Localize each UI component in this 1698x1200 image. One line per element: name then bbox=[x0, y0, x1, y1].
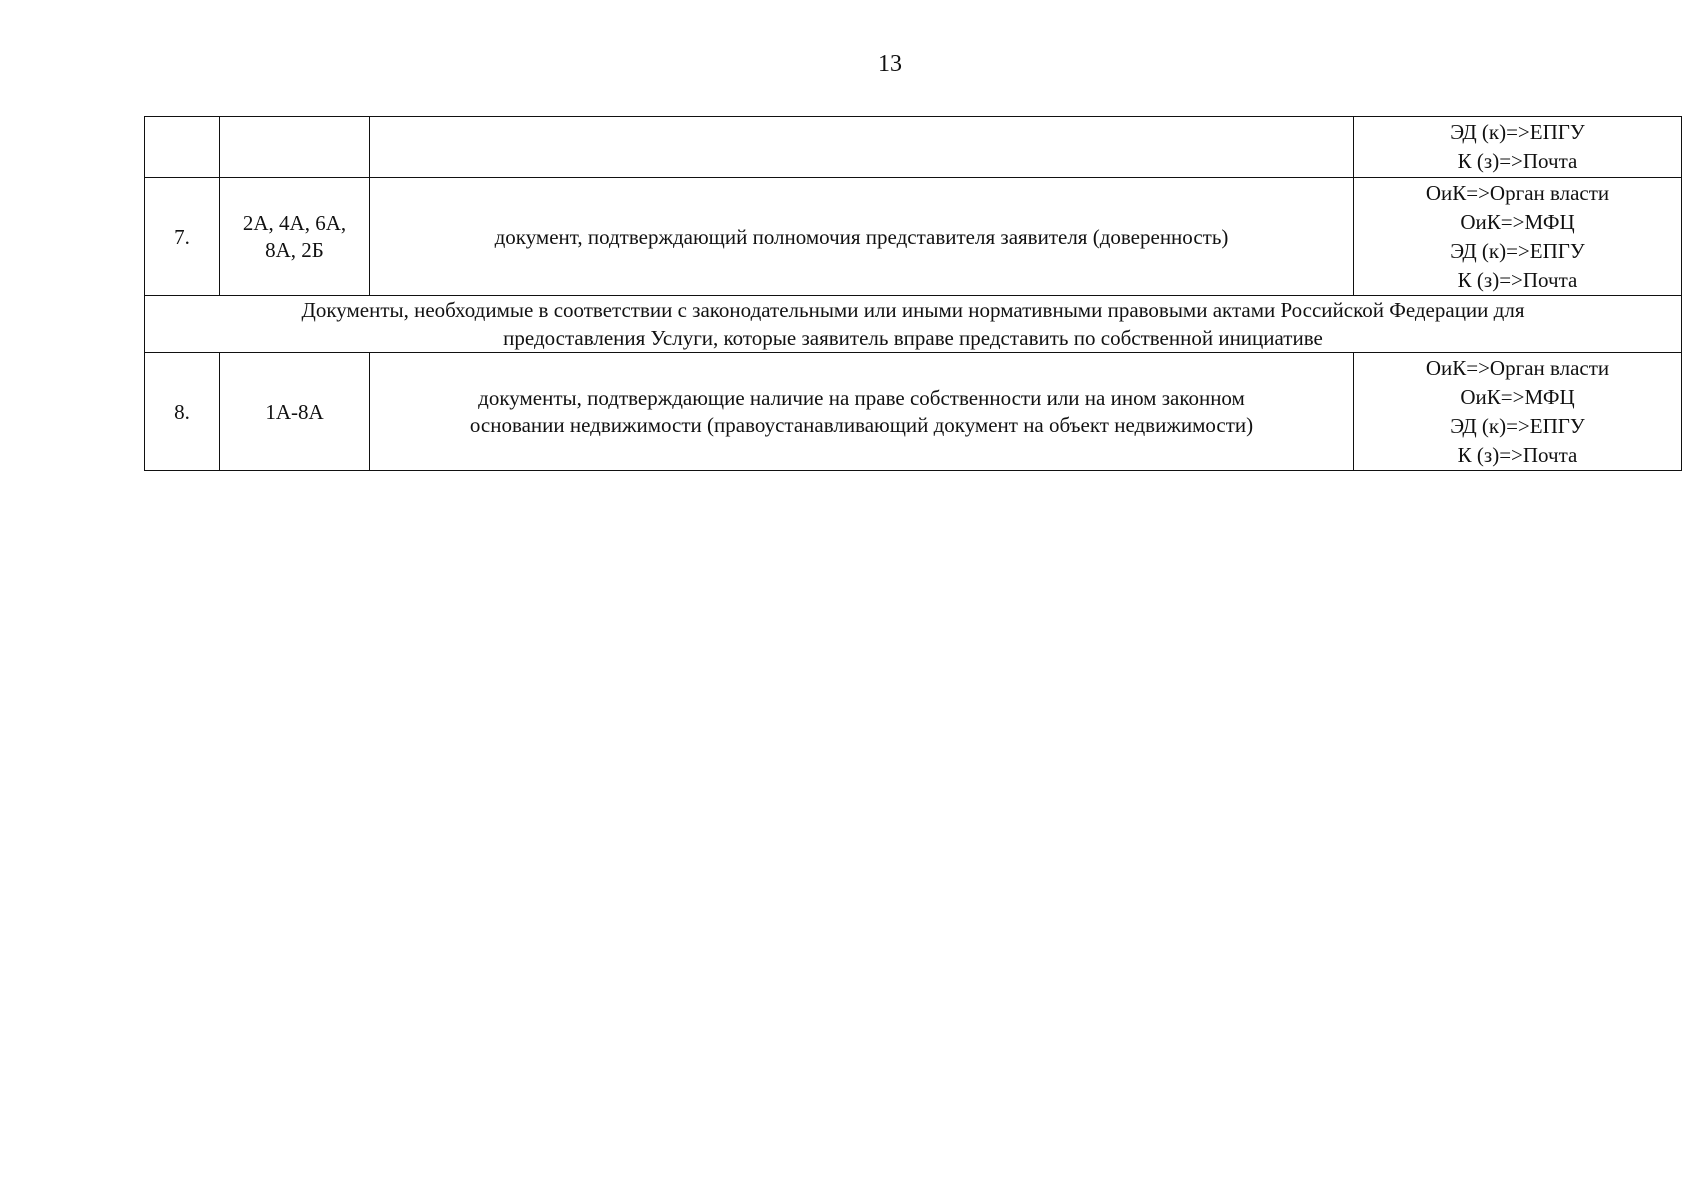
table-row bbox=[145, 117, 1682, 178]
submission-channels-cell bbox=[1354, 117, 1682, 178]
channel-line: К (з)=>Почта bbox=[1457, 267, 1578, 292]
channel-line: ОиК=>Орган власти bbox=[1425, 180, 1610, 205]
description-line: основании недвижимости (правоустанавливающий документ на объект недвижимости) bbox=[469, 412, 1254, 437]
row-number-cell: 8. bbox=[145, 353, 220, 471]
document-description-cell: документ, подтверждающий полномочия представителя заявителя (доверенность) bbox=[370, 178, 1354, 296]
channel-line: К (з)=>Почта bbox=[1457, 149, 1578, 173]
table-row bbox=[145, 353, 1682, 471]
document-description-cell bbox=[370, 117, 1354, 178]
description-line: документы, подтверждающие наличие на праве собственности или на ином законном bbox=[478, 385, 1245, 410]
channel-line: ОиК=>МФЦ bbox=[1460, 384, 1575, 409]
section-header-line: предоставления Услуги, которые заявитель вправе представить по собственной инициативе bbox=[503, 326, 1323, 350]
row-number-cell bbox=[145, 117, 220, 178]
documents-table bbox=[144, 116, 1682, 471]
submission-channels-cell bbox=[1354, 178, 1682, 296]
channel-line: ЭД (к)=>ЕПГУ bbox=[1450, 120, 1585, 144]
channel-line: ОиК=>Орган власти bbox=[1425, 355, 1610, 380]
applicant-codes-cell bbox=[220, 117, 370, 178]
row-number-cell: 7. bbox=[145, 178, 220, 296]
section-header-row bbox=[145, 296, 1682, 353]
section-header-cell bbox=[145, 296, 1682, 353]
codes-line: 2А, 4А, 6А, bbox=[242, 210, 347, 235]
channel-line: ЭД (к)=>ЕПГУ bbox=[1450, 413, 1585, 438]
applicant-codes-cell: 1А-8А bbox=[220, 353, 370, 471]
table-row bbox=[145, 178, 1682, 296]
channel-line: К (з)=>Почта bbox=[1457, 442, 1578, 467]
codes-line: 8А, 2Б bbox=[265, 237, 324, 262]
channel-line: ЭД (к)=>ЕПГУ bbox=[1450, 238, 1585, 263]
section-header-line: Документы, необходимые в соответствии с законодательными или иными нормативными правовыми актами Российской Федерации для bbox=[301, 298, 1525, 322]
channel-line: ОиК=>МФЦ bbox=[1460, 209, 1575, 234]
applicant-codes-cell bbox=[220, 178, 370, 296]
document-description-cell bbox=[370, 353, 1354, 471]
page-number: 13 bbox=[878, 51, 902, 77]
submission-channels-cell bbox=[1354, 353, 1682, 471]
